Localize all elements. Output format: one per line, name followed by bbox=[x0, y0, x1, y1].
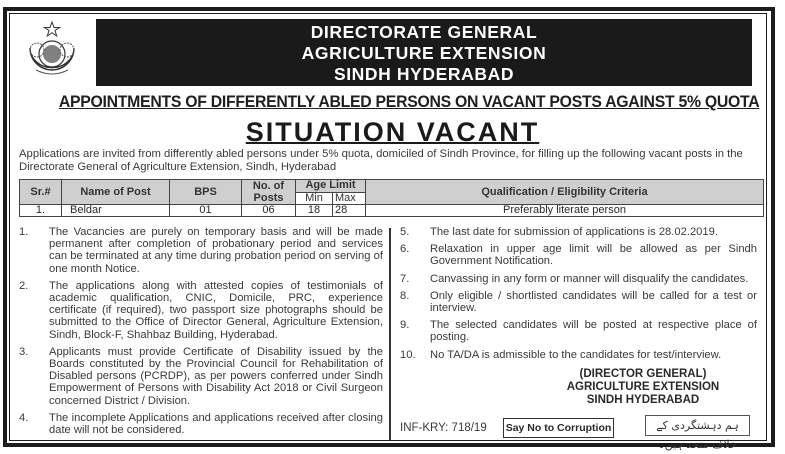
item-number: 3. bbox=[19, 345, 29, 358]
item-text: Only eligible / shortlisted candidates will be called for a test or interview. bbox=[430, 289, 757, 315]
item-text: The Vacancies are purely on temporary basis and will be made permanent after completion of probationary period and services can be terminated at any time during probation period on serving of one month Notice. bbox=[49, 226, 383, 275]
signature-line-2: AGRICULTURE EXTENSION bbox=[566, 381, 720, 393]
item-number: 9. bbox=[400, 319, 410, 332]
header-sr: Sr.# bbox=[20, 180, 62, 205]
vacancy-table bbox=[19, 179, 764, 217]
item-number: 4. bbox=[19, 411, 29, 424]
column-divider bbox=[389, 228, 391, 440]
headline bbox=[0, 117, 785, 148]
item-number: 8. bbox=[400, 289, 410, 302]
cell-no-of-posts: 06 bbox=[242, 205, 296, 217]
item-number: 10. bbox=[400, 348, 416, 361]
sindh-government-emblem-icon bbox=[22, 20, 82, 82]
item-number: 7. bbox=[400, 272, 410, 285]
header-age-min: Min bbox=[296, 192, 333, 205]
header-age-limit: Age Limit bbox=[296, 180, 366, 193]
header-age-max: Max bbox=[333, 192, 366, 205]
say-no-to-corruption-box: Say No to Corruption bbox=[503, 418, 614, 438]
signature-block bbox=[548, 368, 738, 407]
item-text: The incomplete Applications and applications received after closing date will not be considered. bbox=[49, 411, 383, 437]
header-name-of-post: Name of Post bbox=[62, 180, 170, 205]
item-text: Applicants must provide Certificate of Disability issued by the Boards constituted by the Provincial Council for Rehabilitation of Disabled persons (PCRDP), as per powers conferred under Sindh Empowerment of Persons with Disability Act 2018 or Civil Surgeon concerned District / Division. bbox=[49, 345, 383, 407]
signature-line-1: (DIRECTOR GENERAL) bbox=[579, 368, 707, 380]
header-qualification: Qualification / Eligibility Criteria bbox=[366, 180, 764, 205]
urdu-slogan-box: ہم دہشتگردی کے خلاف متحد ہیں۔ bbox=[645, 415, 750, 436]
reference-number: INF-KRY: 718/19 bbox=[400, 422, 487, 434]
header-no-of-posts: No. of Posts bbox=[242, 180, 296, 205]
list-item bbox=[19, 226, 383, 275]
cell-age-min: 18 bbox=[296, 205, 333, 217]
conditions-list-right bbox=[400, 226, 757, 366]
list-item bbox=[19, 346, 383, 407]
item-text: Canvassing in any form or manner will disqualify the candidates. bbox=[430, 272, 749, 285]
headline-text: SITUATION VACANT bbox=[245, 117, 540, 147]
conditions-list-left bbox=[19, 226, 383, 441]
table-row bbox=[20, 205, 764, 217]
intro-paragraph: Applications are invited from differently abled persons under 5% quota, domiciled of Sindh Province, for filling up the following vacant posts in the Directorate General of Agriculture Extension, Sindh, Hyderabad bbox=[19, 148, 743, 173]
signature-line-3: SINDH HYDERABAD bbox=[586, 394, 700, 406]
cell-bps: 01 bbox=[170, 205, 242, 217]
cell-age-max: 28 bbox=[333, 205, 366, 217]
item-number: 5. bbox=[400, 226, 410, 238]
item-text: The last date for submission of applications is 28.02.2019. bbox=[430, 226, 718, 238]
item-text: The applications along with attested copies of testimonials of academic qualification, CNIC, Domicile, PRC, experience certificate (if required), two passport size photographs should be submitted to the Office of Director General, Agriculture Extension, Sindh, Block-F, Shahbaz Building, Hyderabad. bbox=[49, 279, 383, 341]
list-item bbox=[400, 226, 757, 238]
list-item bbox=[400, 273, 757, 285]
cell-sr: 1. bbox=[20, 205, 62, 217]
banner-line-1: DIRECTORATE GENERAL bbox=[310, 22, 538, 42]
item-text: The selected candidates will be posted at respective place of posting. bbox=[430, 319, 757, 344]
header-bps: BPS bbox=[170, 180, 242, 205]
item-text: No TA/DA is admissible to the candidates for test/interview. bbox=[430, 348, 722, 361]
banner-line-3: SINDH HYDERABAD bbox=[333, 64, 515, 84]
item-number: 6. bbox=[400, 243, 410, 256]
department-banner bbox=[96, 19, 752, 86]
cell-qualification: Preferably literate person bbox=[366, 205, 764, 217]
list-item bbox=[400, 319, 757, 343]
list-item bbox=[400, 290, 757, 314]
subheading: APPOINTMENTS OF DIFFERENTLY ABLED PERSONS ON VACANT POSTS AGAINST 5% QUOTA bbox=[58, 92, 760, 111]
cell-post-name: Beldar bbox=[62, 205, 170, 217]
item-text: Relaxation in upper age limit will be allowed as per Sindh Government Notification. bbox=[430, 243, 757, 268]
item-number: 1. bbox=[19, 226, 29, 238]
item-number: 2. bbox=[19, 279, 29, 292]
list-item bbox=[400, 243, 757, 267]
list-item bbox=[19, 412, 383, 436]
list-item bbox=[400, 349, 757, 361]
banner-line-2: AGRICULTURE EXTENSION bbox=[301, 43, 547, 63]
list-item bbox=[19, 280, 383, 341]
